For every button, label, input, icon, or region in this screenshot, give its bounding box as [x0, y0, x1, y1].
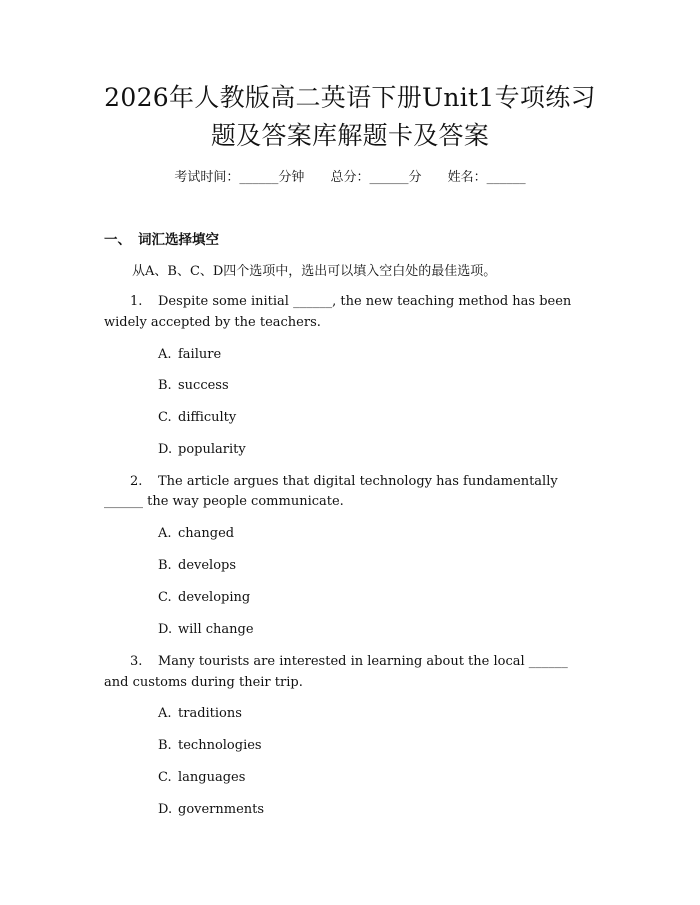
exam-time-blank: ______ [239, 170, 279, 185]
question-2-option-c[interactable] [158, 588, 250, 608]
question-2-line-1 [130, 472, 558, 492]
question-2-option-d[interactable] [158, 620, 254, 640]
option-letter: D. [158, 442, 173, 457]
total-score-blank: ______ [369, 170, 409, 185]
page-title-line-2: 题及答案库解题卡及答案 [210, 121, 490, 150]
option-letter: C. [158, 410, 172, 425]
question-2-line-2: ______ the way people communicate. [104, 494, 344, 509]
exam-time-label: 考试时间： [174, 170, 240, 185]
option-letter: C. [158, 770, 172, 785]
option-letter: B. [158, 558, 172, 573]
total-score-unit: 分 [408, 170, 422, 185]
option-text: failure [178, 347, 222, 362]
question-3-option-d[interactable] [158, 800, 264, 820]
option-text: popularity [178, 442, 246, 457]
option-text: languages [178, 770, 246, 785]
question-1-option-a[interactable] [158, 345, 221, 365]
question-3-option-b[interactable] [158, 736, 262, 756]
question-3-text-1: Many tourists are interested in learning about the local ______ [158, 654, 568, 669]
question-2-option-a[interactable] [158, 524, 234, 544]
option-text: changed [178, 526, 235, 541]
option-text: governments [178, 802, 265, 817]
student-name-label: 姓名： [447, 170, 487, 185]
question-3-line-2: and customs during their trip. [104, 675, 303, 690]
question-2-number: 2. [130, 474, 143, 489]
option-letter: A. [158, 526, 172, 541]
question-1-line-2: widely accepted by the teachers. [104, 315, 321, 330]
question-3-line-1 [130, 652, 568, 672]
question-1-option-d[interactable] [158, 440, 246, 460]
page-title-line-1: 2026年人教版高二英语下册Unit1专项练习 [104, 83, 596, 112]
total-score [330, 168, 421, 188]
question-3-number: 3. [130, 654, 143, 669]
section-heading [104, 230, 219, 250]
option-letter: B. [158, 738, 172, 753]
question-1-line-1 [130, 292, 571, 312]
option-letter: D. [158, 802, 173, 817]
question-2-option-b[interactable] [158, 556, 236, 576]
option-text: will change [178, 622, 254, 637]
section-title: 词汇选择填空 [138, 232, 219, 248]
question-3-option-a[interactable] [158, 704, 242, 724]
option-letter: A. [158, 347, 172, 362]
option-letter: A. [158, 706, 172, 721]
option-text: technologies [178, 738, 262, 753]
option-text: success [178, 378, 229, 393]
question-1-option-b[interactable] [158, 376, 229, 396]
student-name-blank: ______ [486, 170, 526, 185]
option-letter: D. [158, 622, 173, 637]
exam-meta [0, 168, 700, 188]
section-number: 一、 [104, 232, 131, 248]
exam-time-unit: 分钟 [278, 170, 305, 185]
total-score-label: 总分： [330, 170, 370, 185]
option-text: develops [178, 558, 237, 573]
question-1-option-c[interactable] [158, 408, 236, 428]
exam-time [174, 168, 304, 188]
question-1-number: 1. [130, 294, 143, 309]
option-text: traditions [178, 706, 242, 721]
question-2-text-1: The article argues that digital technology has fundamentally [158, 474, 558, 489]
question-3-option-c[interactable] [158, 768, 245, 788]
question-1-text-1: Despite some initial ______, the new teaching method has been [158, 294, 572, 309]
student-name [448, 168, 526, 188]
option-letter: C. [158, 590, 172, 605]
option-letter: B. [158, 378, 172, 393]
section-instruction: 从A、B、C、D四个选项中，选出可以填入空白处的最佳选项。 [132, 264, 497, 279]
option-text: difficulty [178, 410, 237, 425]
option-text: developing [178, 590, 251, 605]
